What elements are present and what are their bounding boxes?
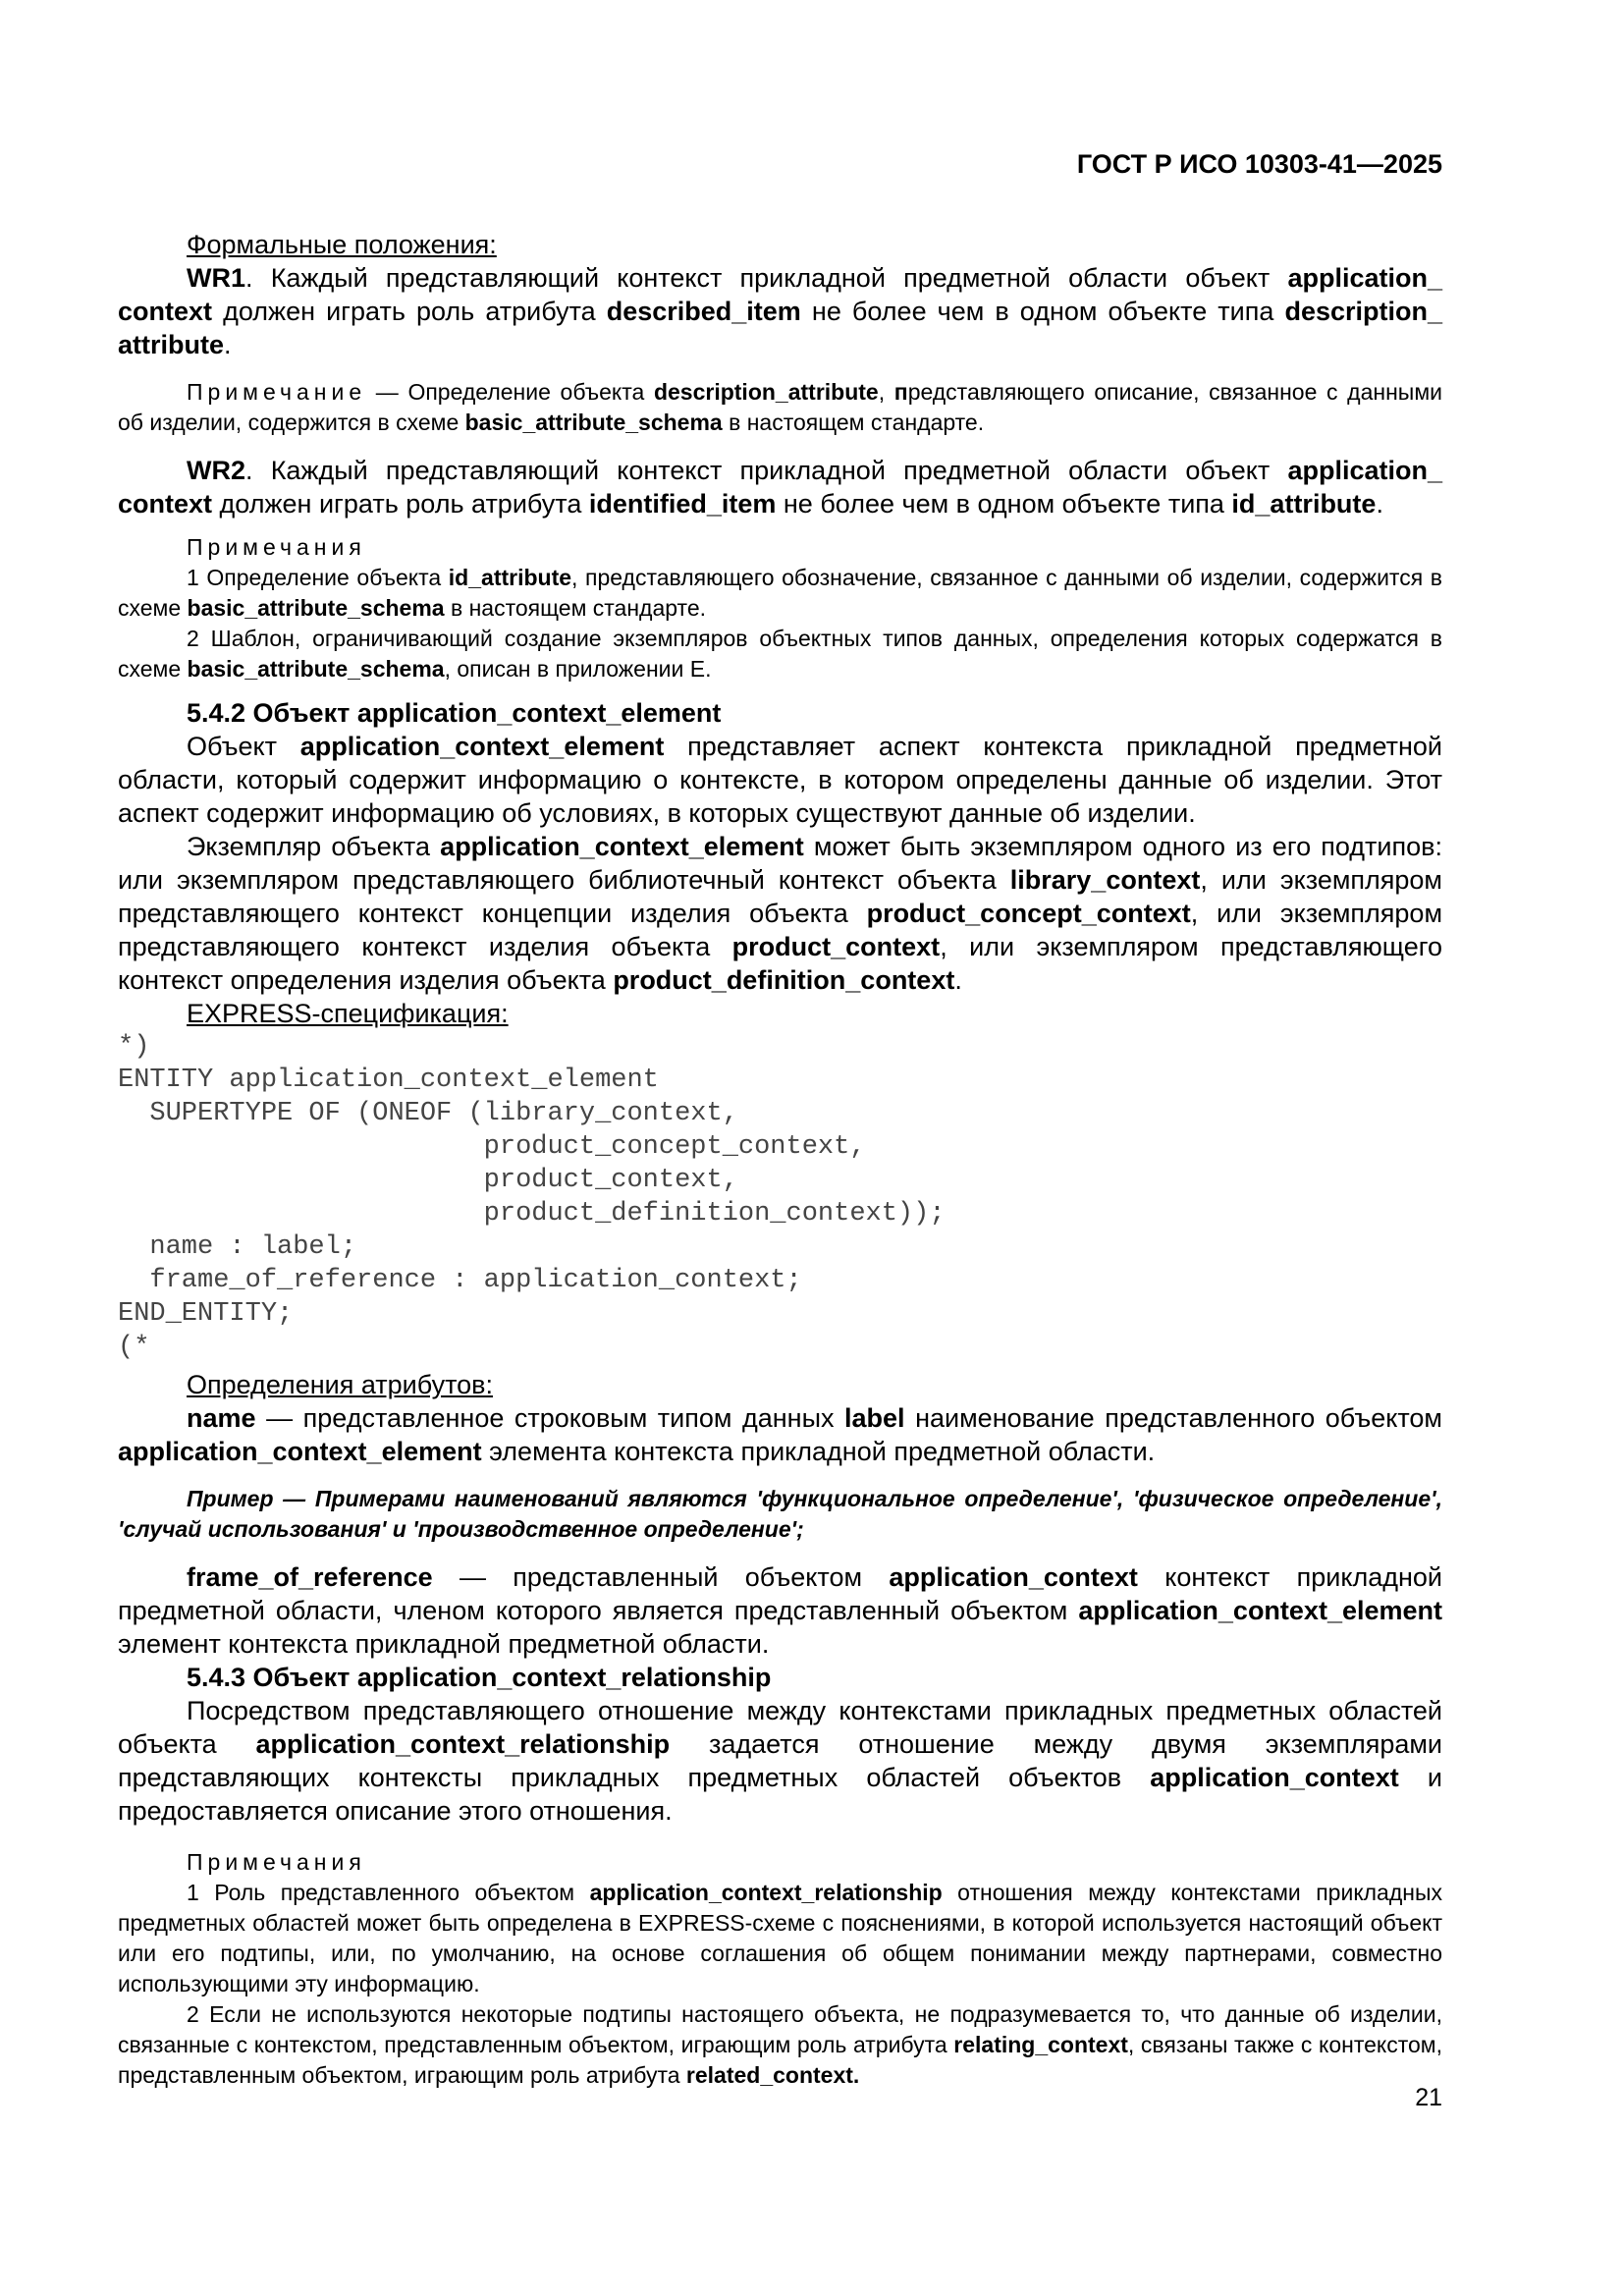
- text: не более чем в одном объекте типа: [800, 297, 1285, 326]
- note-description-attribute: [118, 377, 1442, 438]
- s542-paragraph-1: [118, 730, 1442, 830]
- attribute-definitions-label: Определения атрибутов:: [187, 1370, 494, 1399]
- section-5-4-2-heading: 5.4.2 Объект application_context_element: [187, 698, 722, 728]
- term: application_context: [1150, 1763, 1399, 1792]
- term: library_context: [1009, 865, 1201, 895]
- s542-paragraph-2: [118, 830, 1442, 997]
- text: задается отношение между двумя экземплярами представляющих контексты прикладных предметных областей объектов: [118, 1729, 1442, 1792]
- term: application_context_element: [118, 1437, 482, 1466]
- text: может быть экземпляром одного из его подтипов: или экземпляром представляющего библиотечный контекст объекта: [118, 832, 1442, 895]
- text: 2 Шаблон, ограничивающий создание экземпляров объектных типов данных, определения которых содержатся в схеме: [118, 626, 1442, 682]
- text: элемента контекста прикладной предметной области.: [481, 1437, 1156, 1466]
- example-text: Пример — Примерами наименований являются 'функциональное определение', 'физическое определение', 'случай использования' и 'производственное определение';: [118, 1486, 1442, 1542]
- notes-label: Примечания: [187, 534, 366, 560]
- term: application_context_element: [440, 832, 804, 861]
- text: должен играть роль атрибута: [212, 297, 607, 326]
- term: п: [893, 379, 908, 405]
- text: должен играть роль атрибута: [212, 489, 589, 519]
- term: description_ attribute: [118, 297, 1442, 359]
- notes-label-2: Примечания: [187, 1849, 366, 1875]
- term: product_definition_context: [613, 965, 955, 995]
- text: .: [954, 965, 962, 995]
- term: application_ context: [118, 263, 1442, 326]
- term: product_concept_context: [866, 899, 1191, 928]
- term: application_context: [889, 1562, 1138, 1592]
- text: .: [224, 330, 232, 359]
- formal-provisions-heading: Формальные положения:: [187, 230, 497, 259]
- term: related_context.: [685, 2062, 860, 2088]
- term: application_context_element: [299, 732, 665, 761]
- text: . Каждый представляющий контекст прикладной предметной области объект: [245, 456, 1288, 485]
- term: id_attribute: [448, 565, 572, 590]
- text: , описан в приложении Е.: [444, 656, 712, 682]
- note-role: [118, 1878, 1442, 1999]
- text: 1 Роль представленного объектом: [187, 1880, 590, 1905]
- note-subtypes: [118, 1999, 1442, 2091]
- express-spec-label: EXPRESS-спецификация:: [187, 999, 509, 1028]
- term: frame_of_reference: [187, 1562, 433, 1592]
- text: 1 Определение объекта: [187, 565, 449, 590]
- text: не более чем в одном объекте типа: [776, 489, 1232, 519]
- text: , связаны также с контекстом, представленным объектом, играющим роль атрибута: [118, 2032, 1443, 2088]
- express-code-block: *) ENTITY application_context_element SUPERTYPE OF (ONEOF (library_context, product_concept_context, product_context, product_definition_context)); name : label; frame_of_reference : application_context; END_ENTITY; (*: [118, 1032, 946, 1362]
- wr1-paragraph: [118, 261, 1442, 361]
- term: application_context_relationship: [589, 1880, 943, 1905]
- text: , или экземпляром представляющего контекст определения изделия объекта: [118, 932, 1442, 995]
- text: , или экземпляром представляющего контекст изделия объекта: [118, 899, 1443, 961]
- term: label: [844, 1403, 905, 1433]
- wr1-label: WR1: [187, 263, 245, 293]
- term: identified_item: [588, 489, 777, 519]
- text: Экземпляр объекта: [187, 832, 441, 861]
- document-code-header: ГОСТ Р ИСО 10303-41—2025: [1076, 149, 1442, 179]
- term: product_context: [731, 932, 941, 961]
- text: в настоящем стандарте.: [444, 595, 707, 621]
- text: редставляющего описание, связанное с данными об изделии, содержится в схеме: [118, 379, 1442, 435]
- text: 2 Если не используются некоторые подтипы настоящего объекта, не подразумевается то, что данные об изделии, связанные с контекстом, представленным объектом, играющим роль атрибута: [118, 2001, 1442, 2057]
- term: id_attribute: [1231, 489, 1377, 519]
- term: name: [187, 1403, 256, 1433]
- term: relating_context: [953, 2032, 1128, 2057]
- term: application_context_element: [1078, 1596, 1442, 1625]
- text: элемент контекста прикладной предметной области.: [118, 1629, 770, 1659]
- term: basic_attribute_schema: [187, 656, 445, 682]
- term: application_ context: [118, 456, 1442, 519]
- page-content: [118, 228, 1442, 2091]
- text: наименование представленного объектом: [904, 1403, 1442, 1433]
- text: отношения между контекстами прикладных предметных областей может быть определена в EXPRESS-схеме с пояснениями, в которой используется настоящий объект или его подтипы, или, по умолчанию, на основе соглашения об общем понимании между партнерами, совместно использующими эту информацию.: [118, 1880, 1443, 1996]
- term: basic_attribute_schema: [464, 410, 723, 435]
- name-attribute-definition: [118, 1401, 1442, 1468]
- text: — представленный объектом: [432, 1562, 890, 1592]
- section-5-4-3-heading: 5.4.3 Объект application_context_relationship: [187, 1663, 772, 1692]
- text: в настоящем стандарте.: [722, 410, 985, 435]
- term: described_item: [606, 297, 801, 326]
- text: .: [1376, 489, 1383, 519]
- wr2-paragraph: [118, 454, 1442, 520]
- note-label: Примечание: [187, 379, 367, 405]
- text: и предоставляется описание этого отношения.: [118, 1763, 1442, 1826]
- text: — Определение объекта: [366, 379, 654, 405]
- text: , или экземпляром представляющего контекст концепции изделия объекта: [118, 865, 1442, 928]
- text: контекст прикладной предметной области, членом которого является представленный объектом: [118, 1562, 1442, 1625]
- s543-paragraph-1: [118, 1694, 1442, 1828]
- note-template: [118, 624, 1442, 684]
- term: basic_attribute_schema: [187, 595, 445, 621]
- text: ,: [878, 379, 894, 405]
- text: , представляющего обозначение, связанное с данными об изделии, содержится в схеме: [118, 565, 1442, 621]
- wr2-label: WR2: [187, 456, 245, 485]
- page-number: 21: [1415, 2084, 1442, 2111]
- text: Посредством представляющего отношение между контекстами прикладных предметных областей объекта: [118, 1696, 1442, 1759]
- text: представляет аспект контекста прикладной предметной области, который содержит информацию о контексте, в котором определены данные об изделии. Этот аспект содержит информацию об условиях, в которых существуют данные об изделии.: [118, 732, 1442, 828]
- term: description_attribute: [653, 379, 879, 405]
- document-page: [118, 0, 1442, 2296]
- frame-of-reference-definition: [118, 1560, 1442, 1661]
- text: Объект: [187, 732, 300, 761]
- text: . Каждый представляющий контекст прикладной предметной области объект: [245, 263, 1288, 293]
- text: — представленное строковым типом данных: [255, 1403, 845, 1433]
- term: application_context_relationship: [255, 1729, 671, 1759]
- note-id-attribute: [118, 563, 1442, 624]
